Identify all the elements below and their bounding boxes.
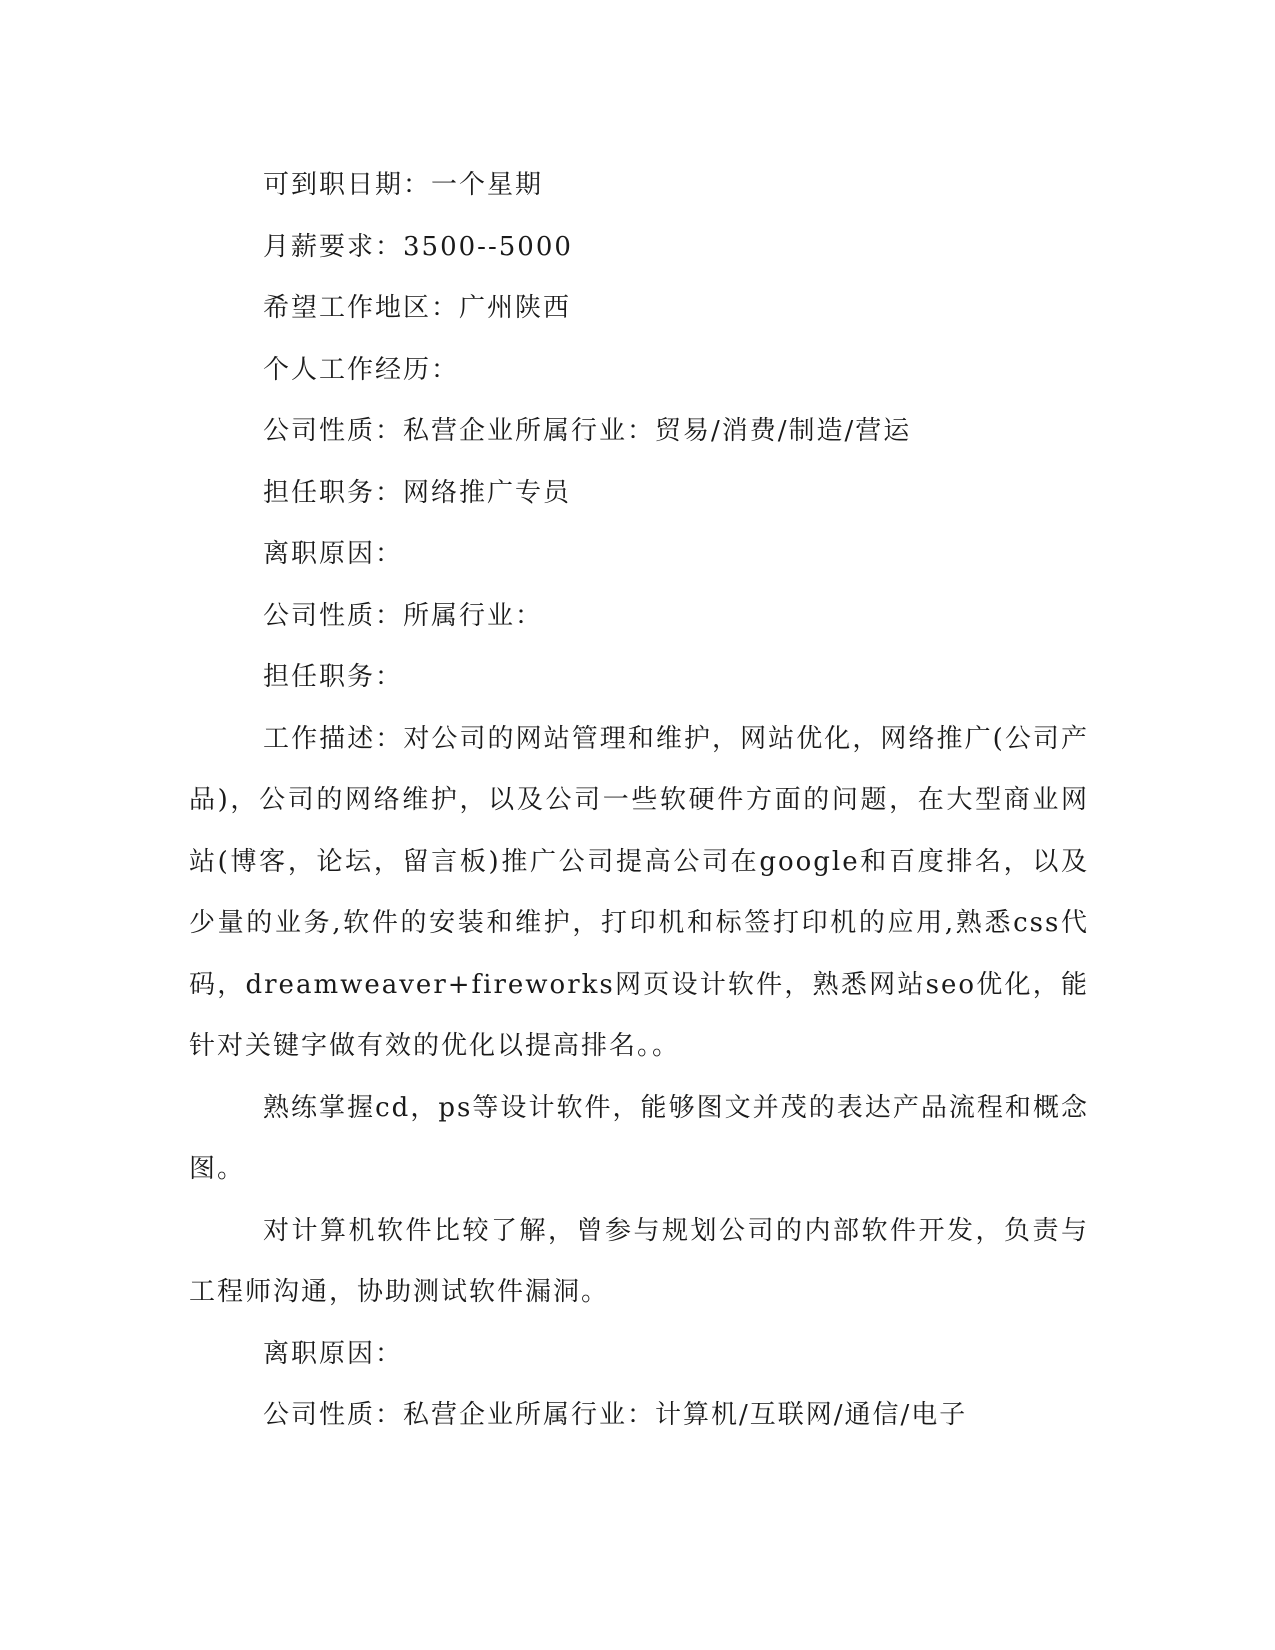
leave-reason-line-2: 离职原因： xyxy=(263,1338,404,1369)
company-nature-line-2: 公司性质：所属行业： xyxy=(263,600,544,631)
design-skills-paragraph: 熟练掌握cd，ps等设计软件，能够图文并茂的表达产品流程和概念图。 xyxy=(189,1092,1089,1184)
leave-reason-line: 离职原因： xyxy=(263,539,404,569)
job-description-paragraph: 工作描述：对公司的网站管理和维护，网站优化，网络推广(公司产品)，公司的网络维护，以及公司一些软硬件方面的问题，在大型商业网站(博客，论坛，留言板)推广公司提高公司在google和百度排名，以及少量的业务,软件的安装和维护，打印机和标签打印机的应用,熟悉css代码，dreamweaver+fireworks网页设计软件，熟悉网站seo优化，能针对关键字做有效的优化以提高排名。。 xyxy=(189,723,1089,1061)
work-area-line: 希望工作地区：广州陕西 xyxy=(263,293,572,323)
salary-line: 月薪要求：3500--5000 xyxy=(263,231,573,262)
position-line-2: 担任职务： xyxy=(263,662,404,692)
company-nature-line: 公司性质：私营企业所属行业：贸易/消费/制造/营运 xyxy=(263,416,912,446)
work-history-heading: 个人工作经历： xyxy=(263,354,460,385)
software-experience-paragraph: 对计算机软件比较了解，曾参与规划公司的内部软件开发，负责与工程师沟通，协助测试软件漏洞。 xyxy=(189,1215,1089,1307)
document-body xyxy=(189,155,1089,1447)
position-line: 担任职务：网络推广专员 xyxy=(263,477,572,508)
company-nature-line-3: 公司性质：私营企业所属行业：计算机/互联网/通信/电子 xyxy=(263,1400,968,1430)
available-date-line: 可到职日期：一个星期 xyxy=(263,170,544,200)
